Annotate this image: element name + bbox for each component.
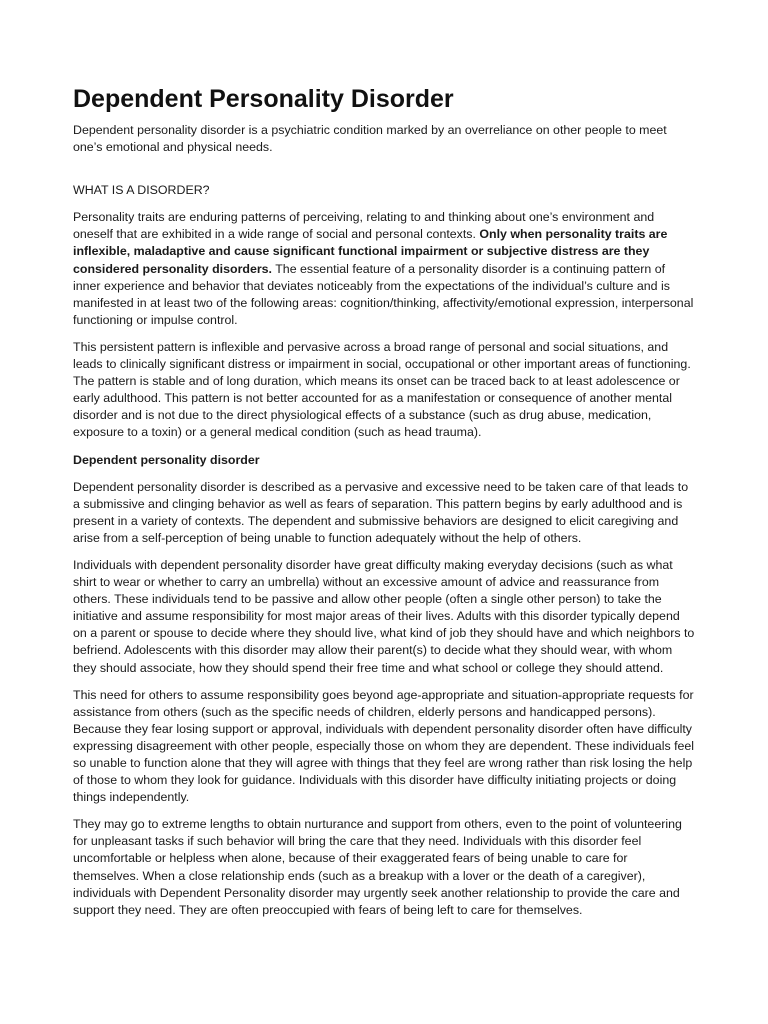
paragraph-description: Dependent personality disorder is described as a pervasive and excessive need to be taken care of that leads to a submissive and clinging behavior as well as fears of separation. This pattern begins by early adulthood and is present in a variety of contexts. The dependent and submissive behaviors are designed to elicit caregiving and arise from a self-perception of being unable to function adequately without the help of others. bbox=[73, 479, 689, 545]
document-title: Dependent Personality Disorder bbox=[73, 85, 454, 113]
paragraph-text: The essential feature of a personality disorder is a continuing pattern of inner experience and behavior that deviates noticeably from the expectations of the individual’s culture and is manifested in at least two of the following areas: cognition/thinking, affectivity/emotional expression, interpersonal functioning or impulse control. bbox=[73, 261, 694, 327]
paragraph-persistent-pattern: This persistent pattern is inflexible and pervasive across a broad range of personal and social situations, and leads to clinically significant distress or impairment in social, occupational or other important areas of functioning. The pattern is stable and of long duration, which means its onset can be traced back to at least adolescence or early adulthood. This pattern is not better accounted for as a manifestation or consequence of another mental disorder and is not due to the direct physiological effects of a substance (such as drug abuse, medication, exposure to a toxin) or a general medical condition (such as head trauma). bbox=[73, 339, 691, 440]
paragraph-text: Personality traits are enduring patterns of perceiving, relating to and thinking about one’s environment and oneself that are exhibited in a wide range of social and personal contexts. bbox=[73, 210, 655, 242]
bold-emphasis-text: Only when personality traits are inflexible, maladaptive and cause significant functional impairment or subjective distress are they considered personality disorders. bbox=[73, 227, 668, 276]
paragraph-everyday-decisions: Individuals with dependent personality disorder have great difficulty making everyday decisions (such as what shirt to wear or whether to carry an umbrella) without an excessive amount of advice and reassurance from others. These individuals tend to be passive and allow other people (often a single other person) to take the initiative and assume responsibility for most major areas of their lives. Adults with this disorder typically depend on a parent or spouse to decide where they should live, what kind of job they should have and which neighbors to befriend. Adolescents with this disorder may allow their parent(s) to decide what they should wear, with whom they should associate, how they should spend their free time and what school or college they should attend. bbox=[73, 557, 695, 675]
intro-paragraph: Dependent personality disorder is a psychiatric condition marked by an overreliance on other people to meet one’s emotional and physical needs. bbox=[73, 123, 667, 155]
paragraph-personality-traits bbox=[73, 209, 695, 329]
document-page bbox=[73, 84, 695, 929]
section-heading: WHAT IS A DISORDER? bbox=[73, 183, 210, 198]
paragraph-extreme-lengths: They may go to extreme lengths to obtain nurturance and support from others, even to the point of volunteering for unpleasant tasks if such behavior will bring the care that they need. Individuals with this disorder feel uncomfortable or helpless when alone, because of their exaggerated fears of being unable to care for themselves. When a close relationship ends (such as a breakup with a lover or the death of a caregiver), individuals with Dependent Personality disorder may urgently seek another relationship to provide the care and support they need. They are often preoccupied with fears of being left to care for themselves. bbox=[73, 817, 682, 917]
paragraph-need-for-others: This need for others to assume responsibility goes beyond age-appropriate and situation-appropriate requests for assistance from others (such as the specific needs of children, elderly persons and handicapped persons). Because they fear losing support or approval, individuals with dependent personality disorder often have difficulty expressing disagreement with other people, especially those on whom they are dependent. These individuals feel so unable to function alone that they will agree with things that they feel are wrong rather than risk losing the help of those to whom they look for guidance. Individuals with this disorder have difficulty initiating projects or doing things independently. bbox=[73, 687, 695, 805]
subheading-dependent-personality-disorder: Dependent personality disorder bbox=[73, 452, 260, 467]
